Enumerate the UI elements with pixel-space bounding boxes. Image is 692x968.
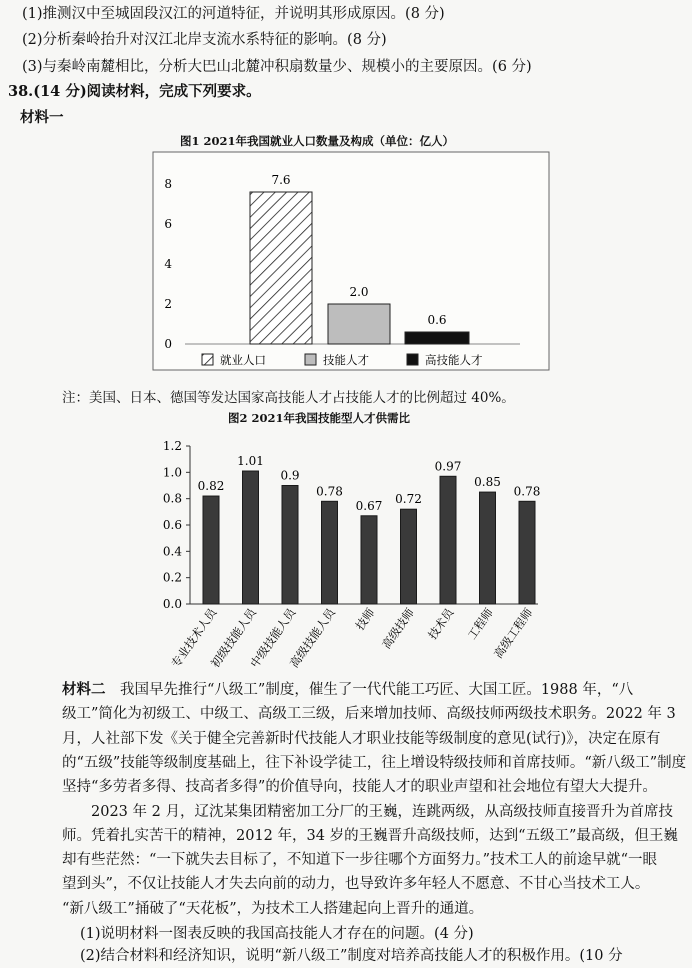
- bar-2: [328, 304, 390, 344]
- y-tick-label: 1.2: [162, 439, 182, 453]
- data-label: 0.9: [280, 468, 300, 483]
- bar-9: [519, 501, 535, 604]
- material-2-line: [62, 680, 633, 700]
- y-tick-label: 0.0: [162, 597, 182, 611]
- data-label: 0.78: [513, 484, 541, 499]
- data-label: 1.01: [237, 454, 264, 469]
- y-tick-label: 0.6: [162, 518, 182, 532]
- question-text: (1)推测汉中至城固段汉江的河道特征，并说明其形成原因。(8 分): [22, 6, 445, 22]
- question-text: (2)结合材料和经济知识，说明“新八级工”制度对培养高技能人才的积极作用。(10 分: [80, 948, 623, 964]
- chart2: [0, 430, 692, 680]
- question-text: (2)分析秦岭抬升对汉江北岸支流水系特征的影响。(8 分): [22, 32, 387, 48]
- data-label: 0.67: [355, 498, 383, 513]
- category-label: 工程师: [464, 605, 496, 642]
- material-2-line: 望到头”，不仅让技能人才失去向前的动力，也导致许多年轻人不愿意、不甘心当技术工人。: [62, 876, 650, 893]
- material-2-line: 师。凭着扎实苦干的精神，2012 年，34 岁的王巍晋升高级技师，达到“五级工”最高级，但王巍: [62, 827, 678, 844]
- data-label: 0.6: [427, 313, 447, 327]
- bar-8: [480, 492, 496, 604]
- data-label: 0.97: [434, 459, 462, 474]
- chart1-title: 图1 2021年我国就业人口数量及构成（单位：亿人）: [180, 134, 455, 148]
- legend-label: 技能人才: [323, 353, 369, 367]
- material-2-line: 坚持“多劳者多得、技高者多得”的价值导向，技能人才的职业声望和社会地位有望大大提升。: [62, 779, 657, 796]
- material-2-text: 我国早先推行“八级工”制度，催生了一代代能工巧匠、大国工匠。1988 年，“八: [105, 682, 634, 698]
- category-label: 高级工程师: [491, 605, 536, 661]
- legend-label: 高技能人才: [425, 353, 483, 367]
- category-label: 高级技能人员: [286, 605, 338, 671]
- bar-1: [250, 192, 312, 344]
- legend-label: 就业人口: [220, 353, 266, 367]
- category-label: 中级技能人员: [247, 605, 299, 671]
- y-tick-label: 0.4: [162, 544, 182, 559]
- category-label: 技师: [352, 605, 378, 633]
- data-label: 0.82: [197, 479, 225, 494]
- material-2-line: 2023 年 2 月，辽沈某集团精密加工分厂的王巍，连跳两级，从高级技师直接晋升为首席技: [62, 803, 673, 820]
- category-label: 高级技师: [379, 605, 417, 652]
- material-2-line: 的“五级”技能等级制度基础上，往下补设学徒工，往上增设特级技师和首席技师。“新八级工”制度: [62, 754, 687, 771]
- y-tick-label: 8: [164, 177, 172, 191]
- question-38-header: 38.(14 分)阅读材料，完成下列要求。: [8, 83, 261, 100]
- bar-7: [440, 476, 456, 604]
- category-label: 技术员: [425, 605, 457, 642]
- bar-1: [203, 496, 219, 604]
- bar-4: [322, 501, 338, 604]
- material-1-label: 材料一: [20, 109, 64, 126]
- chart2-title: 图2 2021年我国技能型人才供需比: [228, 411, 411, 425]
- y-tick-label: 0: [164, 337, 172, 351]
- category-label: 初级技能人员: [207, 605, 259, 671]
- material-2-line: 月，人社部下发《关于健全完善新时代技能人才职业技能等级制度的意见(试行)》，决定在原有: [62, 730, 661, 747]
- data-label: 0.85: [474, 475, 501, 490]
- legend-swatch: [202, 354, 213, 365]
- category-label: 专业技术人员: [168, 605, 220, 671]
- bar-3: [282, 486, 298, 605]
- bar-3: [405, 332, 469, 344]
- y-tick-label: 1.0: [162, 465, 182, 480]
- chart-note: 注：美国、日本、德国等发达国家高技能人才占技能人才的比例超过 40%。: [62, 390, 515, 406]
- y-tick-label: 6: [164, 217, 172, 231]
- y-tick-label: 4: [164, 257, 172, 271]
- material-2-label: 材料二: [62, 681, 106, 698]
- bar-6: [401, 509, 417, 604]
- legend-swatch: [407, 354, 418, 365]
- data-label: 0.78: [316, 484, 343, 499]
- legend-swatch: [305, 354, 316, 365]
- chart1: [0, 150, 692, 380]
- material-2-line: 却有些茫然：“一下就失去目标了，不知道下一步往哪个方面努力。”技术工人的前途早就“一眼: [62, 852, 657, 869]
- y-tick-label: 0.2: [162, 570, 182, 585]
- material-2-line: 级工”简化为初级工、中级工、高级工三级，后来增加技师、高级技师两级技术职务。2022 年 3: [62, 706, 676, 723]
- question-text: (1)说明材料一图表反映的我国高技能人才存在的问题。(4 分): [80, 926, 474, 942]
- y-tick-label: 0.8: [162, 491, 182, 506]
- data-label: 7.6: [271, 173, 291, 187]
- bar-2: [243, 471, 259, 604]
- bar-5: [361, 516, 377, 604]
- question-text: (3)与秦岭南麓相比，分析大巴山北麓冲积扇数量少、规模小的主要原因。(6 分): [22, 59, 532, 75]
- material-2-line: “新八级工”捅破了“天花板”，为技术工人搭建起向上晋升的通道。: [62, 900, 484, 917]
- data-label: 0.72: [395, 492, 422, 507]
- data-label: 2.0: [349, 285, 369, 299]
- y-tick-label: 2: [164, 297, 172, 311]
